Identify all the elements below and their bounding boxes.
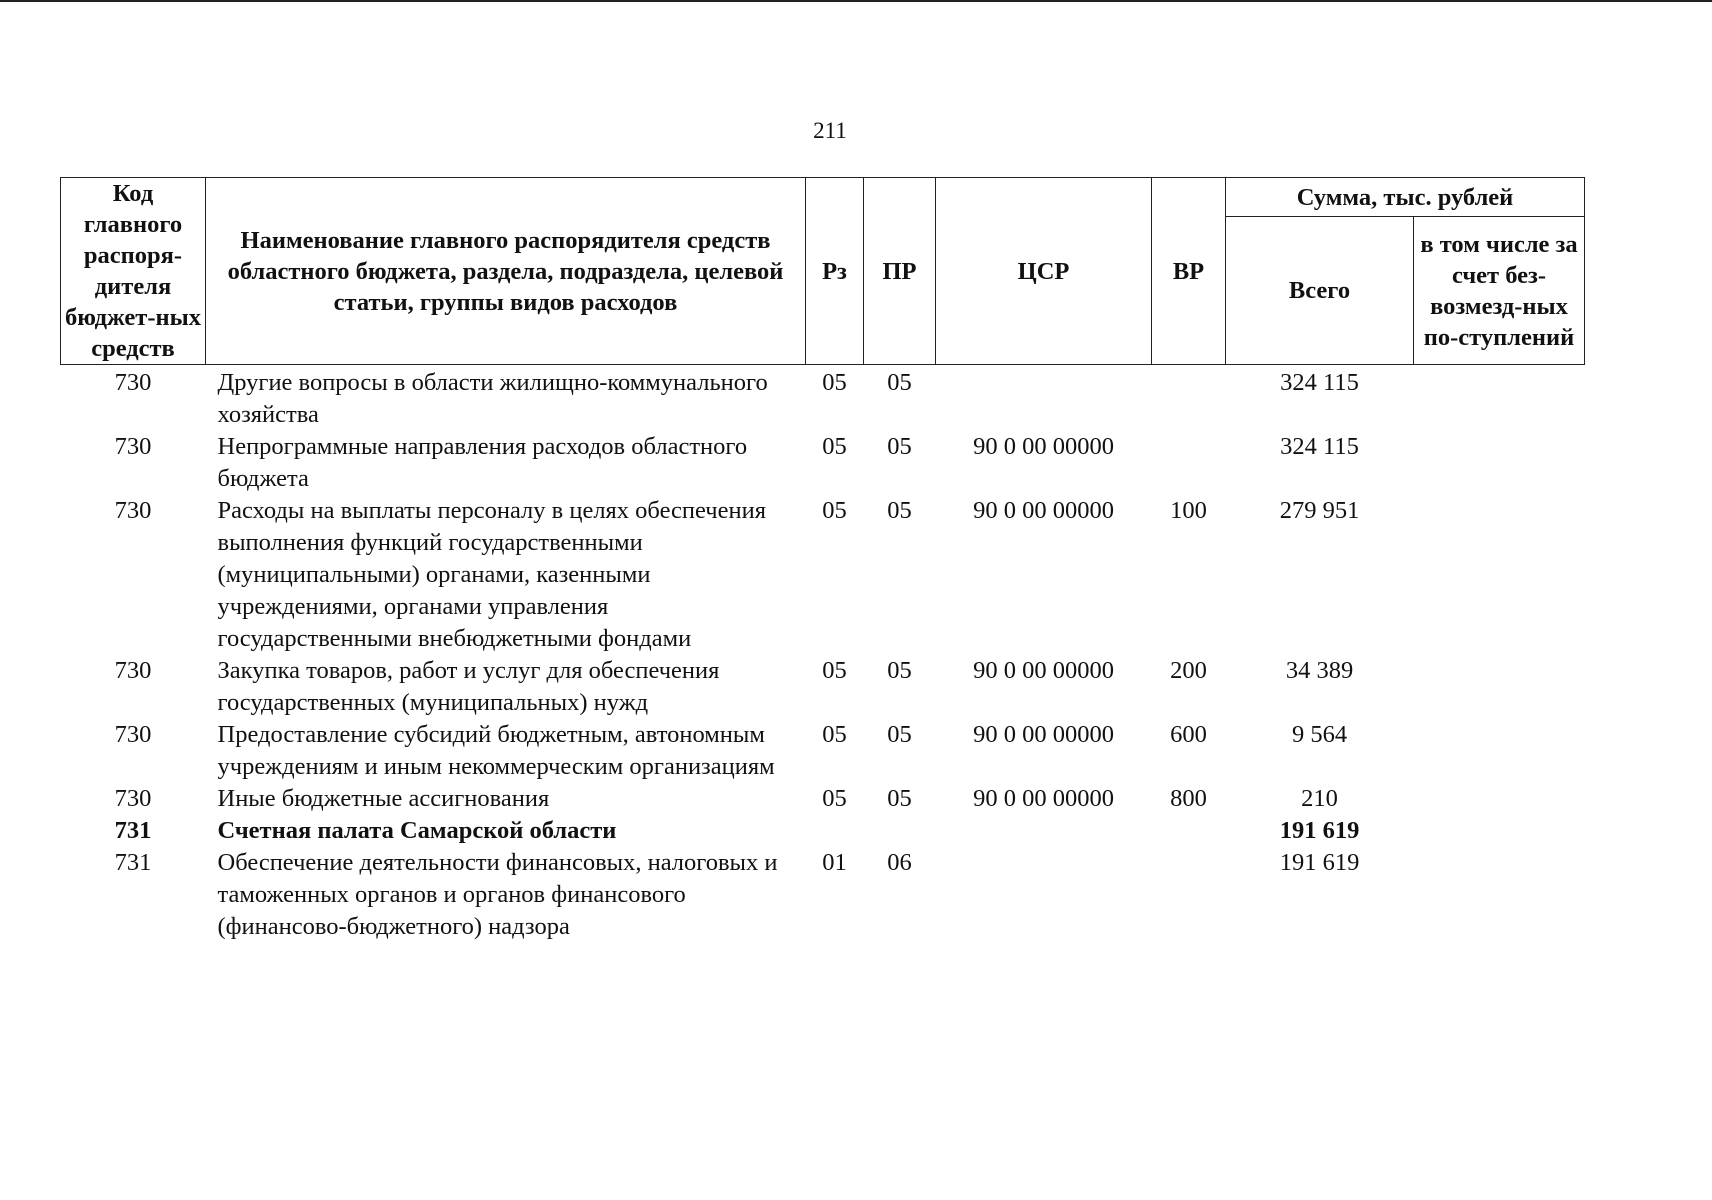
row-rz: 05 — [822, 721, 847, 748]
row-pr: 06 — [887, 849, 912, 876]
row-partner — [1414, 719, 1585, 783]
header-pr: ПР — [864, 178, 936, 365]
row-pr — [864, 815, 936, 847]
row-pr: 05 — [887, 497, 912, 524]
row-total: 191 619 — [1279, 817, 1360, 844]
row-csr: 90 0 00 00000 — [973, 657, 1114, 684]
row-partner — [1414, 783, 1585, 815]
row-pr: 05 — [887, 657, 912, 684]
row-code: 730 — [114, 433, 152, 460]
table-row — [61, 815, 1585, 847]
table-row — [61, 495, 1585, 655]
row-total: 324 115 — [1280, 433, 1359, 460]
header-total: Всего — [1226, 217, 1414, 365]
row-pr: 05 — [887, 433, 912, 460]
row-pr: 05 — [887, 369, 912, 396]
header-csr: ЦСР — [936, 178, 1152, 365]
row-total: 324 115 — [1280, 369, 1359, 396]
row-total: 210 — [1301, 785, 1338, 812]
row-code: 730 — [114, 497, 152, 524]
header-sum-group: Сумма, тыс. рублей — [1226, 178, 1585, 217]
row-name: Другие вопросы в области жилищно-коммунального хозяйства — [217, 369, 768, 428]
row-vr — [1152, 847, 1226, 943]
row-csr — [936, 365, 1152, 432]
row-partner — [1414, 365, 1585, 432]
table-row — [61, 719, 1585, 783]
row-csr — [936, 815, 1152, 847]
row-partner — [1414, 495, 1585, 655]
row-pr: 05 — [887, 721, 912, 748]
row-rz: 05 — [822, 785, 847, 812]
table-row — [61, 365, 1585, 432]
row-partner — [1414, 431, 1585, 495]
row-name: Закупка товаров, работ и услуг для обеспечения государственных (муниципальных) нужд — [217, 657, 720, 716]
row-rz: 05 — [822, 497, 847, 524]
row-vr — [1152, 815, 1226, 847]
header-rz: Рз — [806, 178, 864, 365]
row-rz — [806, 815, 864, 847]
row-csr: 90 0 00 00000 — [973, 433, 1114, 460]
row-total: 34 389 — [1285, 657, 1354, 684]
row-total: 191 619 — [1279, 849, 1360, 876]
header-vr: ВР — [1152, 178, 1226, 365]
header-code: Код главного распоря-дителя бюджет-ных средств — [61, 178, 206, 365]
row-csr — [936, 847, 1152, 943]
top-border-line — [0, 0, 1712, 2]
row-partner — [1414, 655, 1585, 719]
row-name: Непрограммные направления расходов областного бюджета — [217, 433, 748, 492]
row-name: Предоставление субсидий бюджетным, автономным учреждениям и иным некоммерческим организациям — [217, 721, 775, 780]
header-name: Наименование главного распорядителя средств областного бюджета, раздела, подраздела, целевой статьи, группы видов расходов — [206, 178, 806, 365]
page-number: 211 — [813, 118, 847, 143]
row-code: 730 — [114, 657, 152, 684]
table-row — [61, 847, 1585, 943]
row-csr: 90 0 00 00000 — [973, 497, 1114, 524]
table-row — [61, 783, 1585, 815]
table-row — [61, 431, 1585, 495]
row-code: 731 — [114, 849, 152, 876]
row-name: Расходы на выплаты персоналу в целях обеспечения выполнения функций государственными (муниципальными) органами, казенными учреждениями, органами управления государственными внебюджетными фондами — [217, 497, 766, 652]
row-vr: 600 — [1170, 721, 1207, 748]
row-rz: 01 — [822, 849, 847, 876]
row-pr: 05 — [887, 785, 912, 812]
row-vr — [1152, 431, 1226, 495]
row-rz: 05 — [822, 433, 847, 460]
row-name: Иные бюджетные ассигнования — [217, 785, 550, 812]
row-csr: 90 0 00 00000 — [973, 721, 1114, 748]
row-partner — [1414, 815, 1585, 847]
row-total: 9 564 — [1291, 721, 1348, 748]
row-rz: 05 — [822, 369, 847, 396]
row-code: 730 — [114, 721, 152, 748]
row-csr: 90 0 00 00000 — [973, 785, 1114, 812]
row-partner — [1414, 847, 1585, 943]
row-rz: 05 — [822, 657, 847, 684]
row-name: Обеспечение деятельности финансовых, налоговых и таможенных органов и органов финансового (финансово-бюджетного) надзора — [217, 849, 778, 940]
row-name: Счетная палата Самарской области — [217, 817, 617, 844]
table-row — [61, 655, 1585, 719]
row-total: 279 951 — [1279, 497, 1360, 524]
table-body — [61, 365, 1585, 944]
row-vr — [1152, 365, 1226, 432]
row-vr: 800 — [1170, 785, 1207, 812]
header-partner: в том числе за счет без-возмезд-ных по-ступлений — [1414, 217, 1585, 365]
row-vr: 200 — [1170, 657, 1207, 684]
row-code: 731 — [114, 817, 152, 844]
row-code: 730 — [114, 785, 152, 812]
budget-table — [60, 177, 1585, 943]
row-vr: 100 — [1170, 497, 1207, 524]
row-code: 730 — [114, 369, 152, 396]
